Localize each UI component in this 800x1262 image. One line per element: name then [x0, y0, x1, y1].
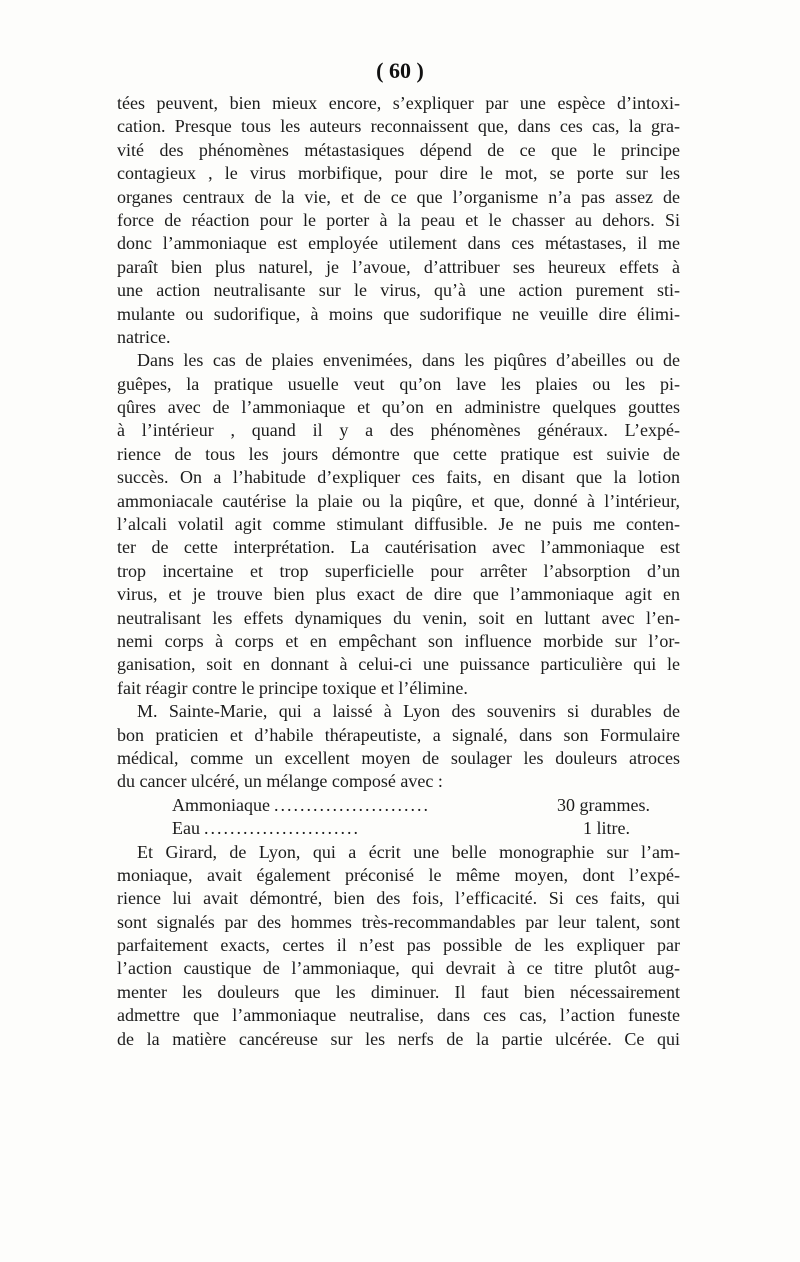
text-line: contagieux , le virus morbifique, pour dire le mot, se porte sur les: [117, 163, 680, 184]
text-line: une action neutralisante sur le virus, qu’à une action purement sti-: [117, 280, 680, 301]
text-line: sont signalés par des hommes très-recommandables par leur talent, sont: [117, 911, 680, 932]
text-line: rience de tous les jours démontre que cette pratique est suivie de: [117, 443, 680, 464]
text-line: M. Sainte-Marie, qui a laissé à Lyon des souvenirs si durables de: [137, 701, 680, 722]
body-text: [117, 92, 680, 1051]
text-line: guêpes, la pratique usuelle veut qu’on lave les plaies ou les pi-: [117, 373, 680, 394]
text-line: vité des phénomènes métastasiques dépend de ce que le principe: [117, 139, 680, 160]
text-line: moniaque, avait également préconisé le même moyen, dont l’expé-: [117, 864, 680, 885]
paragraph-2: [117, 349, 680, 700]
text-line: force de réaction pour le porter à la peau et le chasser au dehors. Si: [117, 209, 680, 230]
page-number: ( 60 ): [376, 58, 424, 83]
text-line: Dans les cas de plaies envenimées, dans les piqûres d’abeilles ou de: [137, 350, 680, 371]
text-line: du cancer ulcéré, un mélange composé avec :: [117, 771, 443, 792]
ingredient-name: Ammoniaque: [172, 794, 270, 815]
text-line: rience lui avait démontré, bien des fois, l’efficacité. Si ces faits, qui: [117, 888, 680, 909]
text-line: admettre que l’ammoniaque neutralise, dans ces cas, l’action funeste: [117, 1005, 680, 1026]
text-line: donc l’ammoniaque est employée utilement dans ces métastases, il me: [117, 233, 680, 254]
leader-dots: ........................: [203, 818, 360, 839]
leader-dots: ........................: [273, 794, 430, 815]
text-line: fait réagir contre le principe toxique et l’élimine.: [117, 677, 468, 698]
formula-list: [117, 794, 680, 841]
text-line: ganisation, soit en donnant à celui-ci une puissance particulière qui le: [117, 654, 680, 675]
text-line: qûres avec de l’ammoniaque et qu’on en administre quelques gouttes: [117, 397, 680, 418]
ingredient-quantity: 1 litre.: [583, 818, 630, 839]
text-line: bon praticien et d’habile thérapeutiste, a signalé, dans son Formulaire: [117, 724, 680, 745]
text-line: cation. Presque tous les auteurs reconnaissent que, dans ces cas, la gra-: [117, 116, 680, 137]
text-line: parfaitement exacts, certes il n’est pas possible de les expliquer par: [117, 935, 680, 956]
text-line: paraît bien plus naturel, je l’avoue, d’attribuer ses heureux effets à: [117, 256, 680, 277]
formula-item: [117, 794, 680, 817]
text-line: médical, comme un excellent moyen de soulager les douleurs atroces: [117, 747, 680, 768]
text-line: natrice.: [117, 326, 171, 347]
text-line: ter de cette interprétation. La cautérisation avec l’ammoniaque est: [117, 537, 680, 558]
text-line: l’alcali volatil agit comme stimulant diffusible. Je ne puis me conten-: [117, 514, 680, 535]
text-line: trop incertaine et trop superficielle pour arrêter l’absorption d’un: [117, 560, 680, 581]
text-line: tées peuvent, bien mieux encore, s’expliquer par une espèce d’intoxi-: [117, 93, 680, 113]
ingredient-name: Eau: [172, 818, 200, 839]
paragraph-4: [117, 841, 680, 1052]
text-line: l’action caustique de l’ammoniaque, qui devrait à ce titre plutôt aug-: [117, 958, 680, 979]
text-line: ammoniacale cautérise la plaie ou la piqûre, et que, donné à l’intérieur,: [117, 490, 680, 511]
text-line: Et Girard, de Lyon, qui a écrit une belle monographie sur l’am-: [137, 841, 680, 862]
text-line: organes centraux de la vie, et de ce que l’organisme n’a pas assez de: [117, 186, 680, 207]
paragraph-3: [117, 700, 680, 794]
text-line: de la matière cancéreuse sur les nerfs de la partie ulcérée. Ce qui: [117, 1028, 680, 1049]
paragraph-1: [117, 92, 680, 349]
text-line: à l’intérieur , quand il y a des phénomènes généraux. L’expé-: [117, 420, 680, 441]
text-line: neutralisant les effets dynamiques du venin, soit en luttant avec l’en-: [117, 607, 680, 628]
text-line: succès. On a l’habitude d’expliquer ces faits, en disant que la lotion: [117, 467, 680, 488]
formula-item: [117, 817, 680, 840]
text-line: virus, et je trouve bien plus exact de dire que l’ammoniaque agit en: [117, 584, 680, 605]
ingredient-quantity: 30 grammes.: [557, 794, 650, 815]
text-line: mulante ou sudorifique, à moins que sudorifique ne veuille dire élimi-: [117, 303, 680, 324]
text-line: nemi corps à corps et en empêchant son influence morbide sur l’or-: [117, 630, 680, 651]
text-line: menter les douleurs que les diminuer. Il faut bien nécessairement: [117, 981, 680, 1002]
